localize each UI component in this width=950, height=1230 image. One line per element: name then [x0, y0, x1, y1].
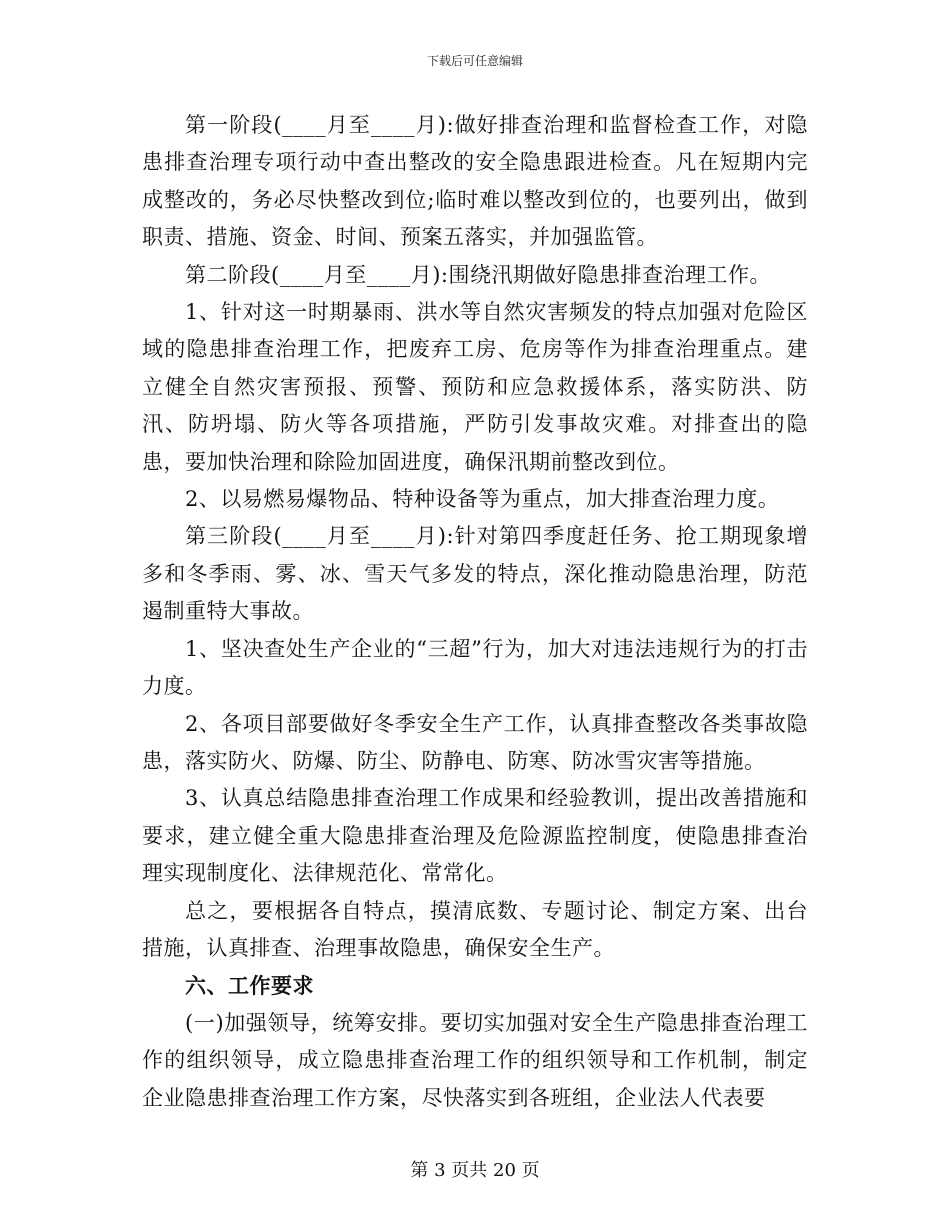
paragraph-stage-three: 第三阶段(____月至____月):针对第四季度赶任务、抢工期现象增多和冬季雨、雾、冰、雪天气多发的特点，深化推动隐患治理，防范遏制重特大事故。	[142, 524, 808, 624]
paragraph-stage-three-item-3: 3、认真总结隐患排查治理工作成果和经验教训，提出改善措施和要求，建立健全重大隐患排查治理及危险源监控制度，使隐患排查治理实现制度化、法律规范化、常常化。	[142, 786, 808, 886]
page-header: 下载后可任意编辑	[426, 54, 523, 68]
paragraph-stage-two-item-1: 1、针对这一时期暴雨、洪水等自然灾害频发的特点加强对危险区域的隐患排查治理工作，把废弃工房、危房等作为排查治理重点。建立健全自然灾害预报、预警、预防和应急救援体系，落实防洪、防汛、防坍塌、防火等各项措施，严防引发事故灾难。对排查出的隐患，要加快治理和除险加固进度，确保汛期前整改到位。	[142, 300, 808, 474]
paragraph-stage-two-item-2: 2、以易燃易爆物品、特种设备等为重点，加大排查治理力度。	[185, 487, 780, 512]
paragraph-summary: 总之，要根据各自特点，摸清底数、专题讨论、制定方案、出台措施，认真排查、治理事故隐患，确保安全生产。	[142, 898, 808, 960]
paragraph-requirement-1: (一)加强领导，统筹安排。要切实加强对安全生产隐患排查治理工作的组织领导，成立隐患排查治理工作的组织领导和工作机制，制定企业隐患排查治理工作方案，尽快落实到各班组，企业法人代表要	[142, 1010, 808, 1110]
page-number: 第 3 页共 20 页	[410, 1160, 540, 1181]
paragraph-stage-three-item-2: 2、各项目部要做好冬季安全生产工作，认真排查整改各类事故隐患，落实防火、防爆、防尘、防静电、防寒、防冰雪灾害等措施。	[142, 711, 808, 773]
document-body	[142, 107, 808, 1117]
paragraph-stage-two: 第二阶段(____月至____月):围绕汛期做好隐患排查治理工作。	[185, 262, 771, 287]
paragraph-stage-three-item-1: 1、坚决查处生产企业的“三超”行为，加大对违法违规行为的打击力度。	[142, 636, 808, 699]
paragraph-stage-one: 第一阶段(____月至____月):做好排查治理和监督检查工作，对隐患排查治理专项行动中查出整改的安全隐患跟进检查。凡在短期内完成整改的，务必尽快整改到位;临时难以整改到位的，也要列出，做到职责、措施、资金、时间、预案五落实，并加强监管。	[142, 113, 808, 250]
section-heading-work-requirements: 六、工作要求	[185, 973, 314, 999]
